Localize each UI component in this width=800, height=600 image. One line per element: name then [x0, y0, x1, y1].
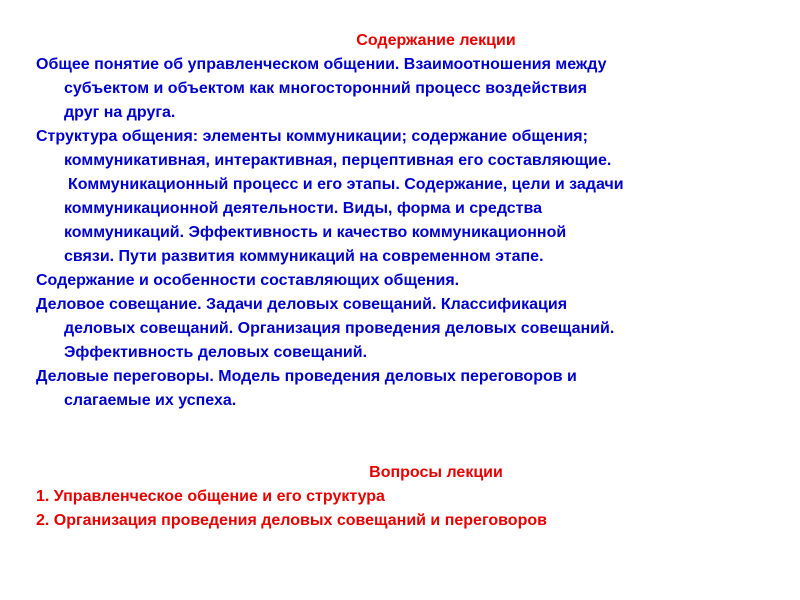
- contents-line: субъектом и объектом как многосторонний процесс воздействия: [64, 80, 587, 97]
- contents-line: друг на друга.: [64, 104, 176, 121]
- lecture-slide: [36, 29, 776, 533]
- section-spacer: [36, 413, 776, 461]
- contents-line: связи. Пути развития коммуникаций на современном этапе.: [64, 248, 544, 265]
- contents-line: Деловое совещание. Задачи деловых совещаний. Классификация: [36, 296, 568, 313]
- contents-line: Деловые переговоры. Модель проведения деловых переговоров и: [36, 368, 577, 385]
- question-item: 2. Организация проведения деловых совещаний и переговоров: [36, 512, 547, 529]
- contents-line: Эффективность деловых совещаний.: [64, 344, 368, 361]
- contents-line: Коммуникационный процесс и его этапы. Содержание, цели и задачи: [68, 176, 624, 193]
- contents-line: слагаемые их успеха.: [64, 392, 237, 409]
- contents-line: коммуникаций. Эффективность и качество коммуникационной: [64, 224, 567, 241]
- question-item: 1. Управленческое общение и его структура: [36, 488, 385, 505]
- contents-heading: Содержание лекции: [356, 32, 516, 49]
- contents-block: [36, 53, 776, 413]
- contents-line: Общее понятие об управленческом общении. Взаимоотношения между: [36, 56, 607, 73]
- contents-line: деловых совещаний. Организация проведения деловых совещаний.: [64, 320, 615, 337]
- questions-list: [36, 485, 776, 533]
- contents-line: Структура общения: элементы коммуникации; содержание общения;: [36, 128, 588, 145]
- contents-line: Содержание и особенности составляющих общения.: [36, 272, 460, 289]
- contents-line: коммуникативная, интерактивная, перцептивная его составляющие.: [64, 152, 612, 169]
- questions-heading: Вопросы лекции: [369, 464, 503, 481]
- contents-line: коммуникационной деятельности. Виды, форма и средства: [64, 200, 543, 217]
